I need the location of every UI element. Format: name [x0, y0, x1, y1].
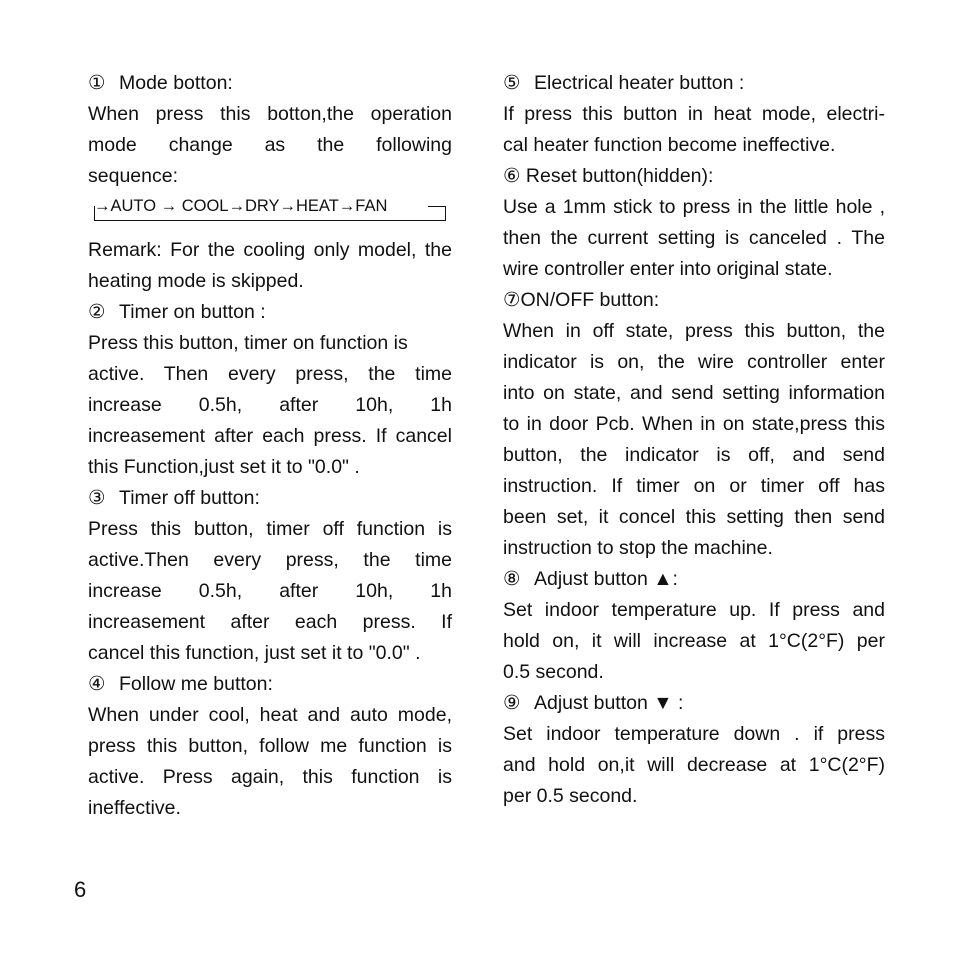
paragraph-line: button, the indicator is off, and send [503, 444, 885, 466]
section-adjust-up-button [503, 564, 885, 595]
paragraph-line: ineffective. [88, 797, 181, 819]
section-number: ⑤ [503, 72, 521, 94]
section-title: Electrical heater button : [534, 72, 745, 94]
paragraph-line: active.Then every press, the time [88, 549, 452, 571]
section-number: ⑧ [503, 568, 521, 590]
paragraph-line: and hold on,it will decrease at 1°C(2°F) [503, 754, 885, 776]
section-title: Timer on button : [119, 301, 266, 323]
paragraph-line: been set, it concel this setting then send [503, 506, 885, 528]
section-title: Follow me button: [119, 673, 273, 695]
paragraph-line: Press this button, timer off function is [88, 518, 452, 540]
section-title: Timer off button: [119, 487, 260, 509]
paragraph-line: active. Then every press, the time [88, 363, 452, 385]
page-number: 6 [74, 877, 87, 902]
paragraph-line: per 0.5 second. [503, 785, 638, 807]
section-timer-on-button [88, 297, 452, 328]
section-number: ② [88, 301, 106, 323]
section-reset-button [503, 161, 885, 192]
section-mode-button [88, 68, 452, 99]
paragraph-line: press this button, follow me function is [88, 735, 452, 757]
mode-sequence-text: →AUTO → COOL→DRY→HEAT→FAN [94, 197, 388, 215]
paragraph-line: to in door Pcb. When in on state,press this [503, 413, 885, 435]
paragraph-line: instruction to stop the machine. [503, 537, 773, 559]
paragraph-line: When press this botton,the operation [88, 103, 452, 125]
paragraph-line: When under cool, heat and auto mode, [88, 704, 452, 726]
left-column [88, 68, 452, 824]
section-on-off-button [503, 285, 885, 316]
section-timer-off-button [88, 483, 452, 514]
remark-line: heating mode is skipped. [88, 270, 304, 292]
paragraph-line: When in off state, press this button, the [503, 320, 885, 342]
paragraph-line: Set indoor temperature up. If press and [503, 599, 885, 621]
paragraph-line: increasement after each press. If [88, 611, 452, 633]
section-title: Reset button(hidden): [525, 165, 714, 187]
section-number: ⑨ [503, 692, 521, 714]
paragraph-line: increase 0.5h, after 10h, 1h [88, 580, 452, 602]
section-title: ON/OFF button: [520, 289, 660, 311]
remark-line: Remark: For the cooling only model, the [88, 239, 452, 261]
paragraph-line: Set indoor temperature down . if press [503, 723, 885, 745]
paragraph-line: cancel this function, just set it to "0.0" . [88, 642, 421, 664]
paragraph-line: this Function,just set it to "0.0" . [88, 456, 360, 478]
paragraph-line: into on state, and send setting information [503, 382, 885, 404]
paragraph-line: cal heater function become ineffective. [503, 134, 836, 156]
section-title: Mode botton: [119, 72, 233, 94]
section-number: ① [88, 72, 106, 94]
paragraph-line: 0.5 second. [503, 661, 604, 683]
paragraph-line: indicator is on, the wire controller enter [503, 351, 885, 373]
section-title: Adjust button ▼ : [534, 692, 684, 714]
paragraph-line: sequence: [88, 165, 178, 187]
paragraph-line: increasement after each press. If cancel [88, 425, 452, 447]
section-number: ⑦ [503, 289, 521, 311]
paragraph-line: hold on, it will increase at 1°C(2°F) per [503, 630, 885, 652]
paragraph-line: Use a 1mm stick to press in the little hole , [503, 196, 885, 218]
section-number: ④ [88, 673, 106, 695]
paragraph-line: instruction. If timer on or timer off has [503, 475, 885, 497]
section-number: ⑥ [503, 165, 521, 187]
paragraph-line: increase 0.5h, after 10h, 1h [88, 394, 452, 416]
right-column [503, 68, 885, 812]
paragraph-line: active. Press again, this function is [88, 766, 452, 788]
section-number: ③ [88, 487, 106, 509]
paragraph-line: mode change as the following [88, 134, 452, 156]
paragraph-line: Press this button, timer on function is [88, 332, 408, 354]
paragraph-line: then the current setting is canceled . The [503, 227, 885, 249]
section-follow-me-button [88, 669, 452, 700]
mode-sequence-diagram [88, 194, 452, 234]
section-title: Adjust button ▲: [534, 568, 678, 590]
paragraph-line: wire controller enter into original state. [503, 258, 833, 280]
paragraph-line: If press this button in heat mode, electri- [503, 103, 885, 125]
section-electrical-heater-button [503, 68, 885, 99]
section-adjust-down-button [503, 688, 885, 719]
